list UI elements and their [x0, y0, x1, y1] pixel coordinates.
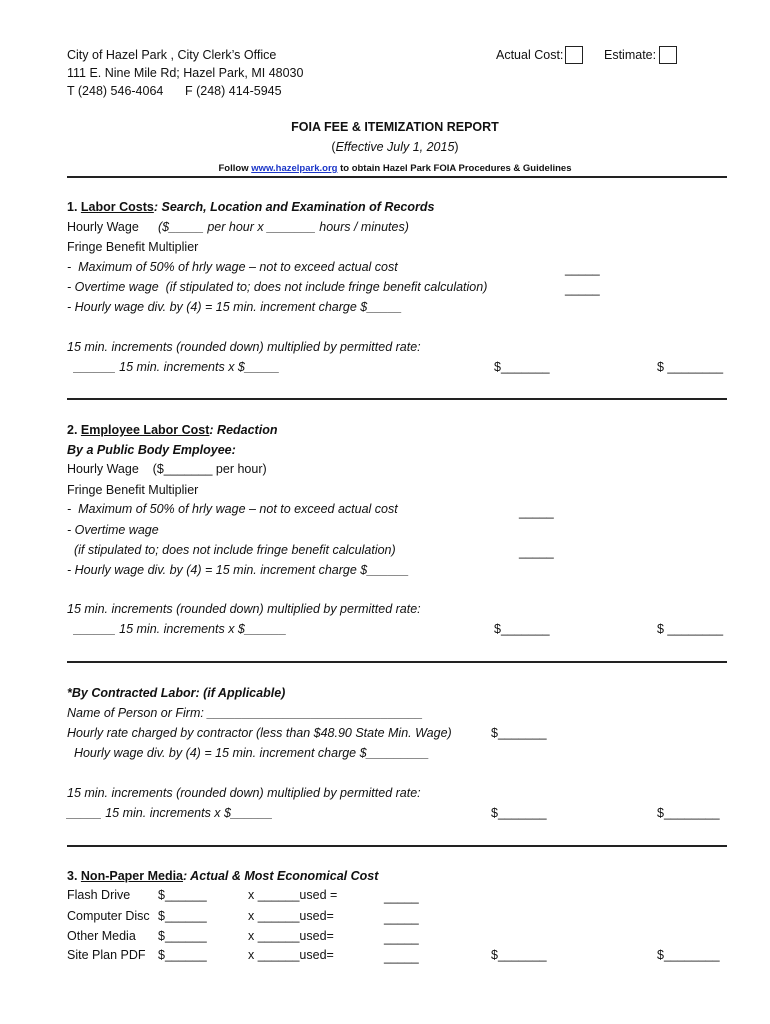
section2-blank-b: _____ — [519, 545, 554, 559]
report-title: FOIA FEE & ITEMIZATION REPORT — [291, 120, 499, 134]
media-row-blank: _____ — [384, 890, 419, 904]
section1-overtime: - Overtime wage (if stipulated to; does not include fringe benefit calculation) — [67, 280, 488, 294]
section1-heading: 1. Labor Costs: Search, Location and Examination of Records — [67, 200, 435, 214]
section2-blank-a: _____ — [519, 505, 554, 519]
section2-hourly-div: - Hourly wage div. by (4) = 15 min. increment charge $______ — [67, 563, 409, 577]
section2-hourly: Hourly Wage ($_______ per hour) — [67, 462, 267, 476]
section3-total: $________ — [657, 948, 720, 962]
section3-amount: $_______ — [491, 948, 547, 962]
media-row-label: Site Plan PDF — [67, 948, 146, 962]
media-row-blank: _____ — [384, 950, 419, 964]
office-fax: F (248) 414-5945 — [185, 84, 282, 98]
contracted-rate-amount: $_______ — [491, 726, 547, 740]
section2-fringe: Fringe Benefit Multiplier — [67, 483, 199, 497]
effective-date: (Effective July 1, 2015) — [331, 140, 459, 154]
media-row-price: $______ — [158, 929, 207, 943]
contracted-hourly-div: Hourly wage div. by (4) = 15 min. increment charge $_________ — [67, 746, 430, 760]
media-row-label: Computer Disc — [67, 909, 150, 923]
office-address: 111 E. Nine Mile Rd; Hazel Park, MI 48030 — [67, 66, 304, 80]
media-row-blank: _____ — [384, 911, 419, 925]
section1-hourly-formula: ($_____ per hour x _______ hours / minutes) — [158, 220, 409, 234]
office-name: City of Hazel Park , City Clerk’s Office — [67, 48, 277, 62]
media-row-price: $______ — [158, 909, 207, 923]
contracted-increments-label: 15 min. increments (rounded down) multiplied by permitted rate: — [67, 786, 421, 800]
section1-hourly-label: Hourly Wage — [67, 220, 139, 234]
contracted-hourly-rate: Hourly rate charged by contractor (less than $48.90 State Min. Wage) — [67, 726, 452, 740]
divider — [67, 661, 727, 663]
section1-total: $ ________ — [657, 360, 724, 374]
divider — [67, 845, 727, 847]
section1-amount: $_______ — [494, 360, 550, 374]
actual-cost-checkbox[interactable] — [565, 46, 583, 64]
contracted-heading: *By Contracted Labor: (if Applicable) — [67, 686, 286, 700]
section3-heading: 3. Non-Paper Media: Actual & Most Economical Cost — [67, 869, 379, 883]
estimate-label: Estimate: — [604, 48, 657, 62]
section2-total: $ ________ — [657, 622, 724, 636]
office-phone: T (248) 546-4064 — [67, 84, 164, 98]
section2-increments-line: ______ 15 min. increments x $______ — [67, 622, 287, 636]
section1-increments-label: 15 min. increments (rounded down) multiplied by permitted rate: — [67, 340, 421, 354]
media-row-used: x ______used = — [248, 888, 338, 902]
media-row-blank: _____ — [384, 931, 419, 945]
media-row-used: x ______used= — [248, 929, 334, 943]
section1-max50: - Maximum of 50% of hrly wage – not to exceed actual cost — [67, 260, 398, 274]
media-row-price: $______ — [158, 888, 207, 902]
section1-increments-line: ______ 15 min. increments x $_____ — [67, 360, 280, 374]
estimate-checkbox[interactable] — [659, 46, 677, 64]
media-row-label: Other Media — [67, 929, 136, 943]
contracted-name-line: Name of Person or Firm: _______________________________ — [67, 706, 423, 720]
section2-overtime: - Overtime wage — [67, 523, 159, 537]
section2-stipulated: (if stipulated to; does not include fringe benefit calculation) — [67, 543, 396, 557]
section2-heading: 2. Employee Labor Cost: Redaction — [67, 423, 278, 437]
media-row-price: $______ — [158, 948, 207, 962]
section2-by-public: By a Public Body Employee: — [67, 443, 236, 457]
actual-cost-label: Actual Cost: — [496, 48, 564, 62]
section1-fringe: Fringe Benefit Multiplier — [67, 240, 199, 254]
follow-guidelines: Follow www.hazelpark.org to obtain Hazel Park FOIA Procedures & Guidelines — [218, 163, 572, 174]
media-row-label: Flash Drive — [67, 888, 131, 902]
hazelpark-link[interactable]: www.hazelpark.org — [251, 163, 338, 174]
media-row-used: x ______used= — [248, 909, 334, 923]
section1-hourly-div: - Hourly wage div. by (4) = 15 min. increment charge $_____ — [67, 300, 403, 314]
divider — [67, 176, 727, 178]
section1-blank-b: _____ — [565, 282, 600, 296]
contracted-total: $________ — [657, 806, 720, 820]
section2-increments-label: 15 min. increments (rounded down) multiplied by permitted rate: — [67, 602, 421, 616]
divider — [67, 398, 727, 400]
contracted-increments-line: _____ 15 min. increments x $______ — [67, 806, 273, 820]
section2-max50: - Maximum of 50% of hrly wage – not to exceed actual cost — [67, 502, 398, 516]
section2-amount: $_______ — [494, 622, 550, 636]
media-row-used: x ______used= — [248, 948, 334, 962]
section1-blank-a: _____ — [565, 262, 600, 276]
contracted-amount: $_______ — [491, 806, 547, 820]
